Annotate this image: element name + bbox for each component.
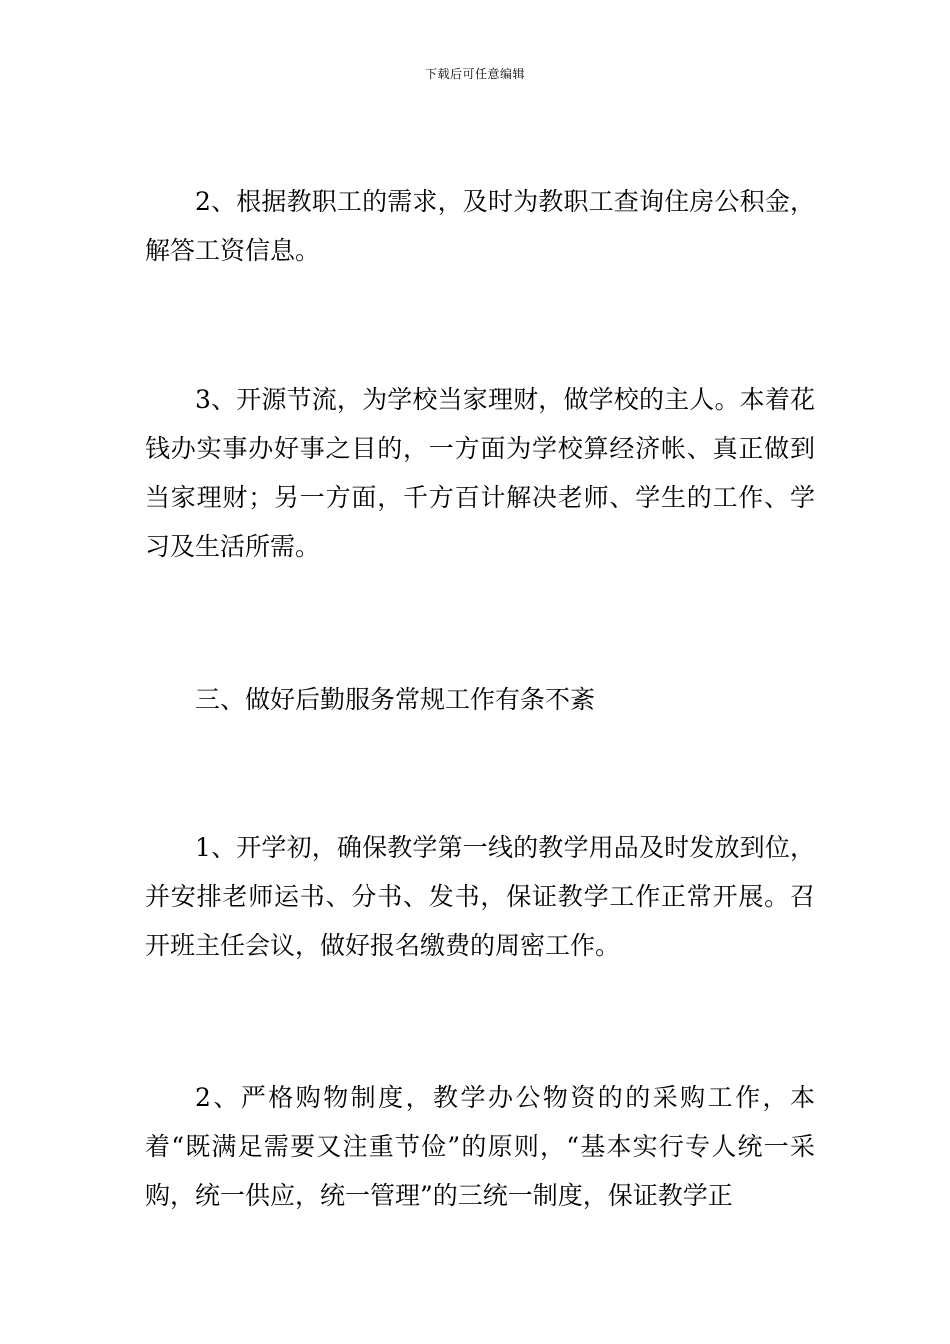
paragraph-purchasing: 2、严格购物制度，教学办公物资的的采购工作，本着“既满足需要又注重节俭”的原则，“基本实行专人统一采购，统一供应，统一管理”的三统一制度，保证教学正 <box>145 1083 815 1210</box>
section-heading-logistics: 三、做好后勤服务常规工作有条不紊 <box>195 685 596 714</box>
paragraph-housing-fund: 2、根据教职工的需求，及时为教职工查询住房公积金，解答工资信息。 <box>145 187 815 265</box>
page-header: 下载后可任意编辑 <box>424 67 525 81</box>
paragraph-school-start: 1、开学初，确保教学第一线的教学用品及时发放到位，并安排老师运书、分书、发书，保证教学工作正常开展。召开班主任会议，做好报名缴费的周密工作。 <box>145 833 815 960</box>
paragraph-financial-management: 3、开源节流，为学校当家理财，做学校的主人。本着花钱办实事办好事之目的，一方面为学校算经济帐、真正做到当家理财；另一方面，千方百计解决老师、学生的工作、学习及生活所需。 <box>145 385 815 561</box>
